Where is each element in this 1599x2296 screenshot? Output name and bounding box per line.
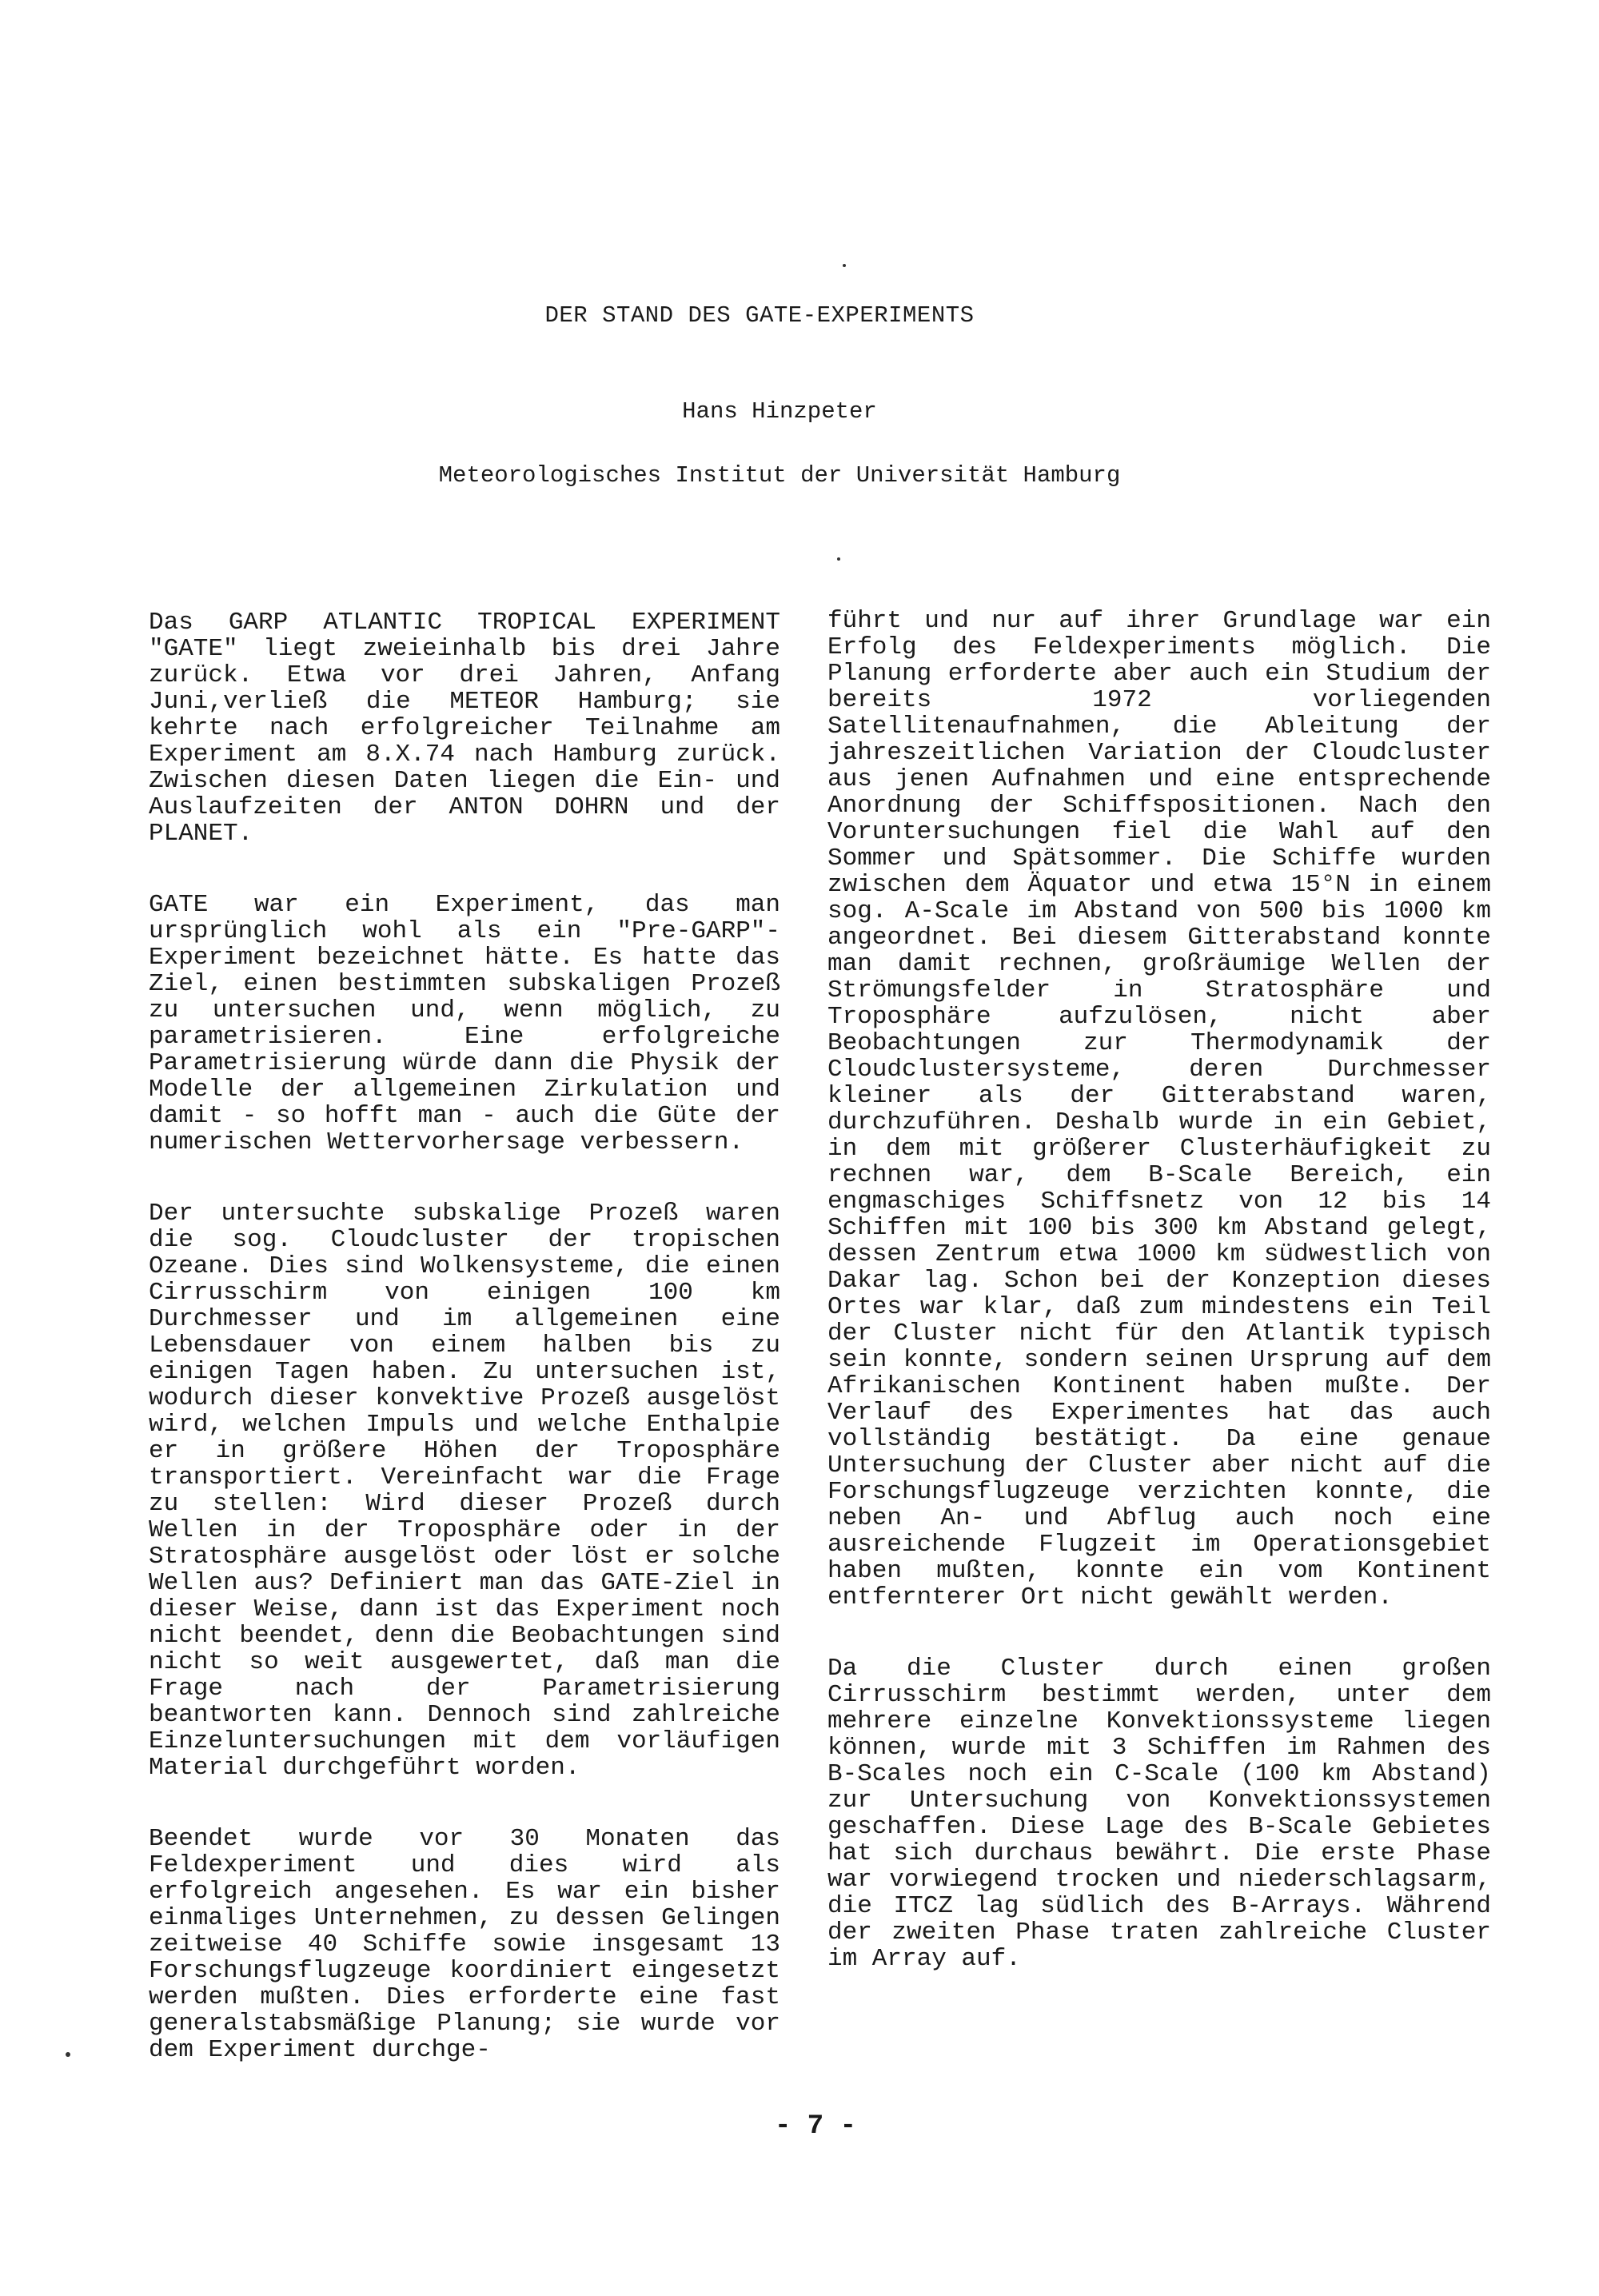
left-text-column xyxy=(149,609,780,2063)
paragraph: GATE war ein Experiment, das man ursprünglich wohl als ein "Pre-GARP"-Experiment bezeichnet hätte. Es hatte das Ziel, einen bestimmten subskaligen Prozeß zu untersuchen und, wenn möglich, zu parametrisieren. Eine erfolgreiche Parametrisierung würde dann die Physik der Modelle der allgemeinen Zirkulation und damit - so hofft man - auch die Güte der numerischen Wettervorhersage verbessern. xyxy=(149,891,780,1156)
author-affiliation: Meteorologisches Institut der Universität Hamburg xyxy=(438,462,1121,489)
page-number: - 7 - xyxy=(774,2111,857,2142)
paragraph: Das GARP ATLANTIC TROPICAL EXPERIMENT "GATE" liegt zweieinhalb bis drei Jahre zurück. Etwa vor drei Jahren, Anfang Juni,verließ die METEOR Hamburg; sie kehrte nach erfolgreicher Teilnahme am Experiment am 8.X.74 nach Hamburg zurück. Zwischen diesen Daten liegen die Ein- und Auslaufzeiten der ANTON DOHRN und der PLANET. xyxy=(149,609,780,848)
scan-speck xyxy=(843,264,846,267)
scan-speck xyxy=(837,557,840,561)
paragraph: Der untersuchte subskalige Prozeß waren die sog. Cloudcluster der tropischen Ozeane. Dies sind Wolkensysteme, die einen Cirrusschirm von einigen 100 km Durchmesser und im allgemeinen eine Lebensdauer von einem halben bis zu einigen Tagen haben. Zu untersuchen ist, wodurch dieser konvektive Prozeß ausgelöst wird, welchen Impuls und welche Enthalpie er in größere Höhen der Troposphäre transportiert. Vereinfacht war die Frage zu stellen: Wird dieser Prozeß durch Wellen in der Troposphäre oder in der Stratosphäre ausgelöst oder löst er solche Wellen aus? Definiert man das GATE-Ziel in dieser Weise, dann ist das Experiment noch nicht beendet, denn die Beobachtungen sind nicht so weit ausgewertet, daß man die Frage nach der Parametrisierung beantworten kann. Dennoch sind zahlreiche Einzeluntersuchungen mit dem vorläufigen Material durchgeführt worden. xyxy=(149,1200,780,1782)
paragraph: führt und nur auf ihrer Grundlage war ein Erfolg des Feldexperiments möglich. Die Planung erforderte aber auch ein Studium der bereits 1972 vorliegenden Satellitenaufnahmen, die Ableitung der jahreszeitlichen Variation der Cloudcluster aus jenen Aufnahmen und eine entsprechende Anordnung der Schiffspositionen. Nach den Voruntersuchungen fiel die Wahl auf den Sommer und Spätsommer. Die Schiffe wurden zwischen dem Äquator und etwa 15°N in einem sog. A-Scale im Abstand von 500 bis 1000 km angeordnet. Bei diesem Gitterabstand konnte man damit rechnen, großräumige Wellen der Strömungsfelder in Stratosphäre und Troposphäre aufzulösen, nicht aber Beobachtungen zur Thermodynamik der Cloudclustersysteme, deren Durchmesser kleiner als der Gitterabstand waren, durchzuführen. Deshalb wurde in ein Gebiet, in dem mit größerer Clusterhäufigkeit zu rechnen war, dem B-Scale Bereich, ein engmaschiges Schiffsnetz von 12 bis 14 Schiffen mit 100 bis 300 km Abstand gelegt, dessen Zentrum etwa 1000 km südwestlich von Dakar lag. Schon bei der Konzeption dieses Ortes war klar, daß zum mindestens ein Teil der Cluster nicht für den Atlantik typisch sein konnte, sondern seinen Ursprung auf dem Afrikanischen Kontinent haben mußte. Der Verlauf des Experimentes hat das auch vollständig bestätigt. Da eine genaue Untersuchung der Cluster aber nicht auf die Forschungsflugzeuge verzichten konnte, die neben An- und Abflug auch noch eine ausreichende Flugzeit im Operationsgebiet haben mußten, konnte ein vom Kontinent entfernterer Ort nicht gewählt werden. xyxy=(827,607,1491,1611)
paragraph: Beendet wurde vor 30 Monaten das Feldexperiment und dies wird als erfolgreich angesehen. Es war ein bisher einmaliges Unternehmen, zu dessen Gelingen zeitweise 40 Schiffe sowie insgesamt 13 Forschungsflugzeuge koordiniert eingesetzt werden mußten. Dies erforderte eine fast generalstabsmäßige Planung; sie wurde vor dem Experiment durchge- xyxy=(149,1825,780,2064)
article-title: DER STAND DES GATE-EXPERIMENTS xyxy=(544,302,975,329)
paragraph: Da die Cluster durch einen großen Cirrusschirm bestimmt werden, unter dem mehrere einzelne Konvektionssysteme liegen können, wurde mit 3 Schiffen im Rahmen des B-Scales noch ein C-Scale (100 km Abstand) zur Untersuchung von Konvektionssystemen geschaffen. Diese Lage des B-Scale Gebietes hat sich durchaus bewährt. Die erste Phase war vorwiegend trocken und niederschlagsarm, die ITCZ lag südlich des B-Arrays. Während der zweiten Phase traten zahlreiche Cluster im Array auf. xyxy=(827,1655,1491,1973)
author-name: Hans Hinzpeter xyxy=(682,398,877,425)
scan-speck xyxy=(66,2052,70,2057)
right-text-column xyxy=(827,608,1491,1972)
